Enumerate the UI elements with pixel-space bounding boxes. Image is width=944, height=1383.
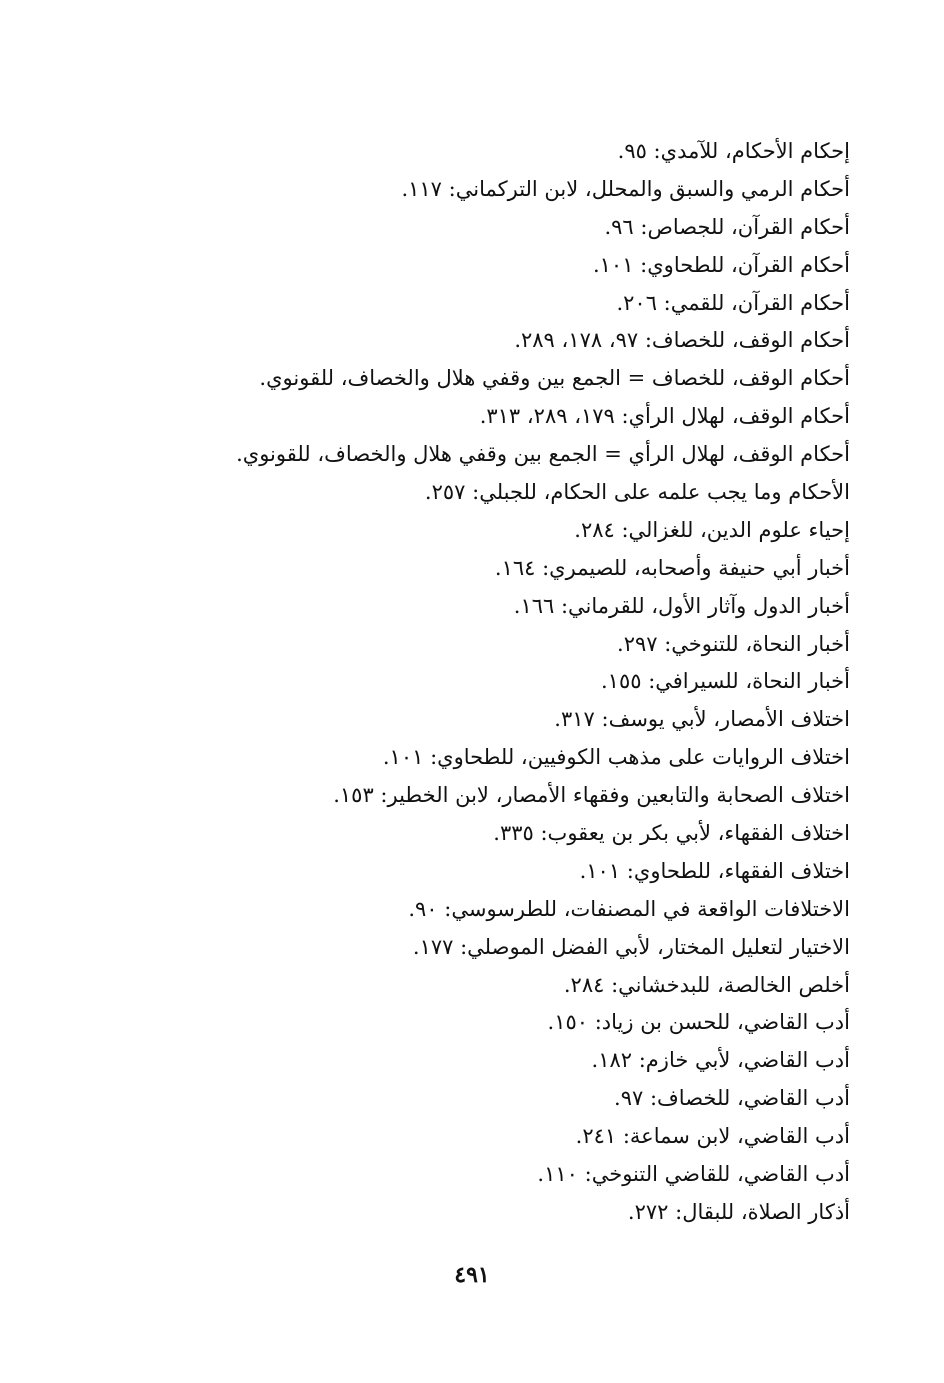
page-number: ٤٩١ [454, 1262, 490, 1288]
index-entry: أخبار النحاة، للتنوخي: ٢٩٧. [617, 631, 850, 656]
index-entry: أحكام القرآن، للجصاص: ٩٦. [604, 214, 850, 239]
index-entry: أدب القاضي، لأبي خازم: ١٨٢. [591, 1048, 850, 1073]
index-entry: أدب القاضي، للقاضي التنوخي: ١١٠. [537, 1162, 850, 1187]
index-entry: الاختلافات الواقعة في المصنفات، للطرسوسي: ٩٠. [408, 896, 850, 921]
index-entry: أدب القاضي، لابن سماعة: ٢٤١. [575, 1124, 850, 1149]
index-entry: أحكام الوقف، للخصاف: ٩٧، ١٧٨، ٢٨٩. [514, 328, 850, 353]
index-entry: أخبار أبي حنيفة وأصحابه، للصيمري: ١٦٤. [494, 555, 850, 580]
index-entry: أحكام الوقف، لهلال الرأي = الجمع بين وقفي هلال والخصاف، للقونوي. [236, 442, 850, 467]
index-entry: أدب القاضي، للحسن بن زياد: ١٥٠. [547, 1010, 850, 1035]
index-entry: اختلاف الروايات على مذهب الكوفيين، للطحاوي: ١٠١. [382, 745, 850, 770]
index-entry: أذكار الصلاة، للبقال: ٢٧٢. [627, 1199, 850, 1224]
index-entry: اختلاف الأمصار، لأبي يوسف: ٣١٧. [554, 707, 850, 732]
index-entry: أحكام القرآن، للقمي: ٢٠٦. [616, 290, 850, 315]
index-entry: الأحكام وما يجب علمه على الحكام، للجبلي: ٢٥٧. [424, 480, 850, 505]
index-entry: أدب القاضي، للخصاف: ٩٧. [614, 1086, 850, 1111]
index-entry: أحكام الوقف، لهلال الرأي: ١٧٩، ٢٨٩، ٣١٣. [479, 404, 850, 429]
index-entry: أخبار الدول وآثار الأول، للقرماني: ١٦٦. [513, 593, 850, 618]
index-entry: إحياء علوم الدين، للغزالي: ٢٨٤. [574, 517, 850, 542]
index-entry: اختلاف الصحابة والتابعين وفقهاء الأمصار، لابن الخطير: ١٥٣. [333, 783, 850, 808]
index-entry: أخلص الخالصة، للبدخشاني: ٢٨٤. [563, 972, 850, 997]
index-entry: اختلاف الفقهاء، لأبي بكر بن يعقوب: ٣٣٥. [493, 821, 850, 846]
index-entry: أخبار النحاة، للسيرافي: ١٥٥. [600, 669, 850, 694]
index-entry: أحكام القرآن، للطحاوي: ١٠١. [592, 252, 850, 277]
index-entry: اختلاف الفقهاء، للطحاوي: ١٠١. [579, 858, 850, 883]
index-entry: إحكام الأحكام، للآمدي: ٩٥. [617, 139, 850, 163]
index-entry: الاختيار لتعليل المختار، لأبي الفضل الموصلي: ١٧٧. [412, 934, 850, 959]
index-entry: أحكام الوقف، للخصاف = الجمع بين وقفي هلال والخصاف، للقونوي. [259, 366, 850, 391]
index-entry: أحكام الرمي والسبق والمحلل، لابن التركماني: ١١٧. [401, 176, 850, 201]
bibliography-index-list [90, 133, 850, 1232]
